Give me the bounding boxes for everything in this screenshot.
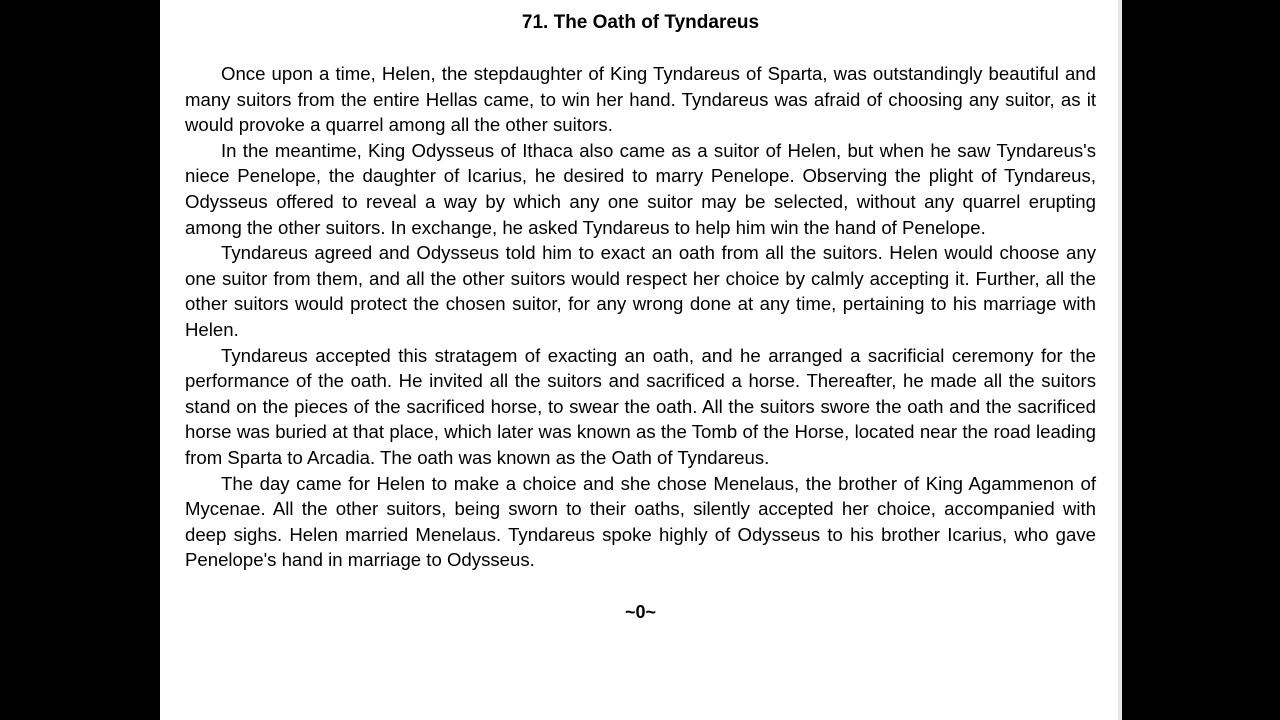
page-edge-divider — [1118, 0, 1122, 720]
paragraph-1: Once upon a time, Helen, the stepdaughter of King Tyndareus of Sparta, was outstandingly beautiful and many suitors from the entire Hellas came, to win her hand. Tyndareus was afraid of choosing any suitor, as it would provoke a quarrel among all the other suitors. — [185, 63, 1096, 136]
paragraph-3: Tyndareus agreed and Odysseus told him to exact an oath from all the suitors. Helen would choose any one suitor from them, and all the other suitors would respect her choice by calmly accepting it. Further, all the other suitors would protect the chosen suitor, for any wrong done at any time, pertaining to his marriage with Helen. — [185, 242, 1096, 340]
paragraph-4: Tyndareus accepted this stratagem of exacting an oath, and he arranged a sacrificial ceremony for the performance of the oath. He invited all the suitors and sacrificed a horse. Thereafter, he made all the suitors stand on the pieces of the sacrificed horse, to swear the oath. All the suitors swore the oath and the sacrificed horse was buried at that place, which later was known as the Tomb of the Horse, located near the road leading from Sparta to Arcadia. The oath was known as the Oath of Tyndareus. — [185, 344, 1096, 468]
paragraph-2: In the meantime, King Odysseus of Ithaca also came as a suitor of Helen, but when he saw Tyndareus's niece Penelope, the daughter of Icarius, he desired to marry Penelope. Observing the plight of Tyndareus, Odysseus offered to reveal a way by which any one suitor may be selected, without any quarrel erupting among the other suitors. In exchange, he asked Tyndareus to help him win the hand of Penelope. — [185, 139, 1096, 238]
paragraph-5: The day came for Helen to make a choice and she chose Menelaus, the brother of King Agammenon of Mycenae. All the other suitors, being sworn to their oaths, silently accepted her choice, accompanied with deep sighs. Helen married Menelaus. Tyndareus spoke highly of Odysseus to his brother Icarius, who gave Penelope's hand in marriage to Odysseus. — [185, 472, 1096, 571]
document-page — [160, 0, 1118, 720]
end-mark: ~0~ — [624, 601, 657, 622]
page-title: 71. The Oath of Tyndareus — [521, 12, 760, 33]
